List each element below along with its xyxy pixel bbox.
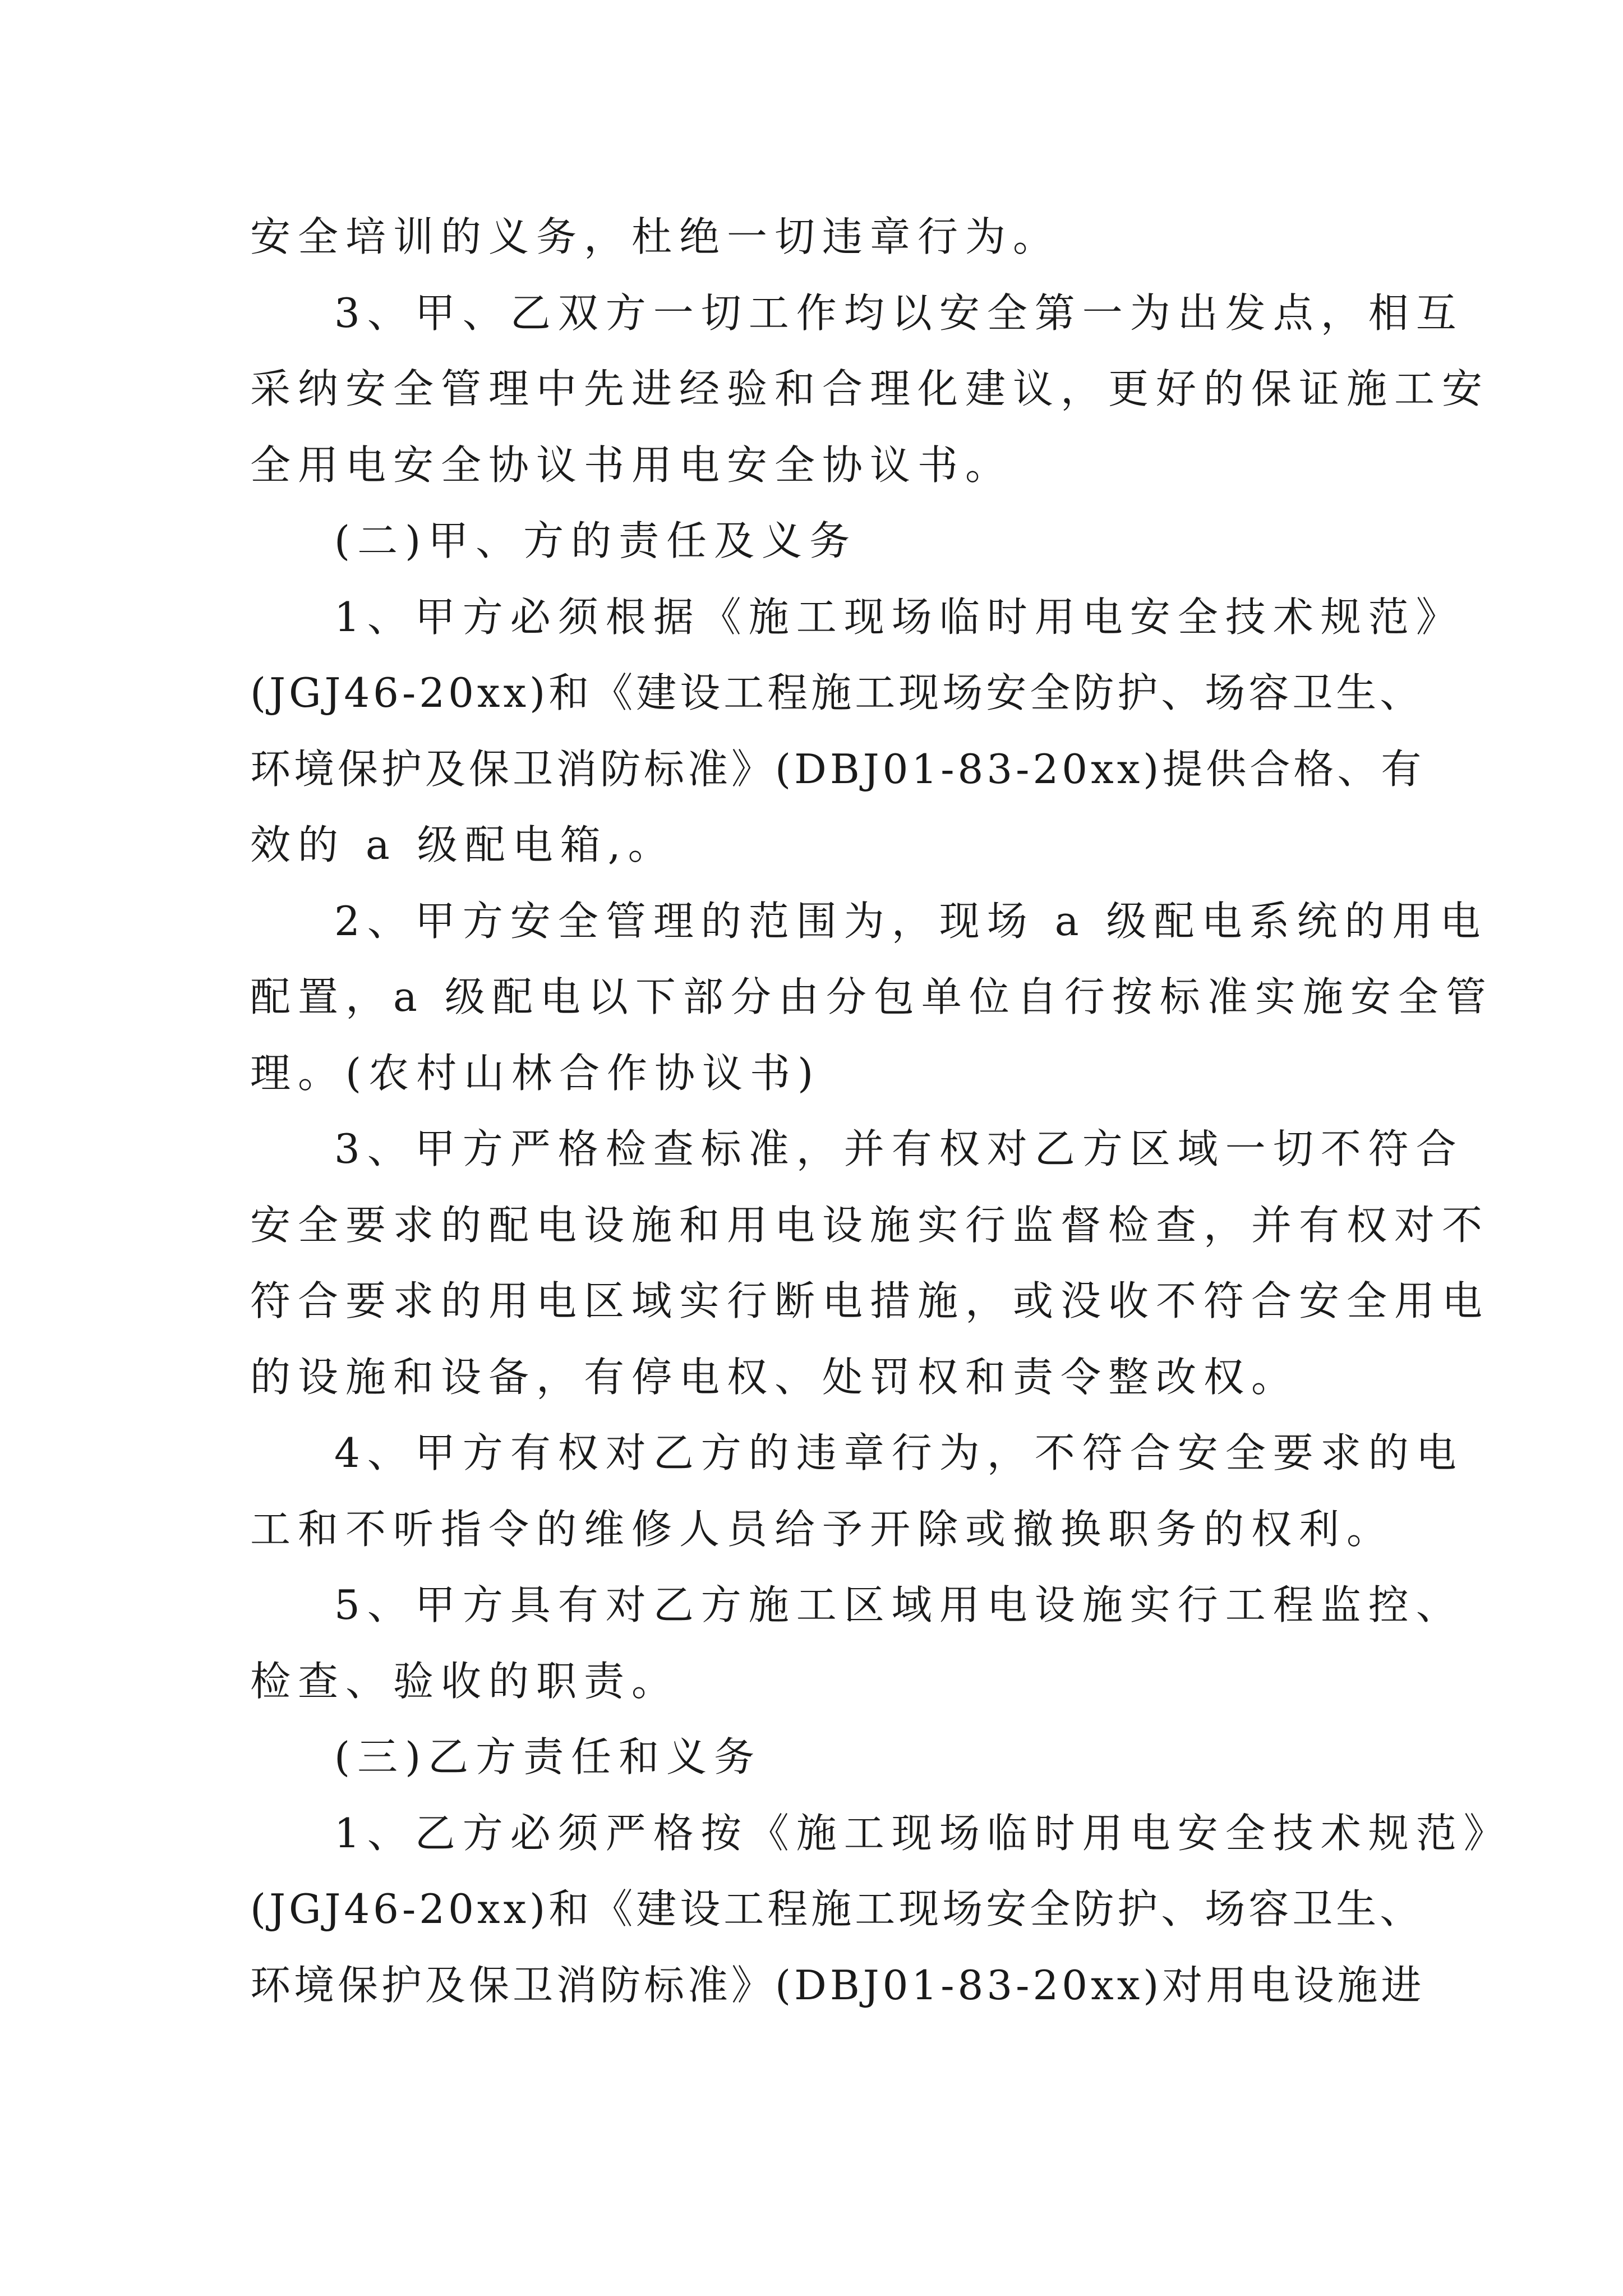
text-line: 的设施和设备，有停电权、处罚权和责令整改权。 [250,1354,1299,1401]
text-line: 5、甲方具有对乙方施工区域用电设施实行工程监控、 [334,1581,1464,1628]
text-line: 全用电安全协议书用电安全协议书。 [250,441,1013,489]
text-line: 4、甲方有权对乙方的违章行为，不符合安全要求的电 [334,1429,1464,1476]
text-line: (JGJ46-20xx)和《建设工程施工现场安全防护、场容卫生、 [250,1885,1424,1932]
text-line: 1、乙方必须严格按《施工现场临时用电安全技术规范》 [334,1810,1511,1857]
section-heading: (二)甲、方的责任及义务 [334,517,857,564]
text-line: 环境保护及保卫消防标准》(DBJ01-83-20xx)对用电设施进 [250,1962,1425,2009]
text-line: 安全要求的配电设施和用电设施实行监督检查，并有权对不 [250,1202,1490,1249]
text-line: 符合要求的用电区域实行断电措施，或没收不符合安全用电 [250,1277,1490,1324]
text-line: (JGJ46-20xx)和《建设工程施工现场安全防护、场容卫生、 [250,669,1424,716]
text-line: 效的 a 级配电箱,。 [250,821,676,868]
text-line: 2、甲方安全管理的范围为，现场 a 级配电系统的用电 [334,898,1488,945]
text-line: 配置，a 级配电以下部分由分包单位自行按标准实施安全管 [250,973,1493,1020]
text-line: 理。(农村山林合作协议书) [250,1050,821,1097]
text-line: 安全培训的义务，杜绝一切违章行为。 [250,213,1061,260]
text-line: 3、甲、乙双方一切工作均以安全第一为出发点，相互 [334,289,1464,337]
text-line: 采纳安全管理中先进经验和合理化建议，更好的保证施工安 [250,365,1490,412]
text-line: 检查、验收的职责。 [250,1658,680,1705]
section-heading: (三)乙方责任和义务 [334,1733,762,1780]
text-line: 工和不听指令的维修人员给予开除或撤换职务的权利。 [250,1506,1395,1553]
text-line: 环境保护及保卫消防标准》(DBJ01-83-20xx)提供合格、有 [250,746,1425,793]
text-line: 1、甲方必须根据《施工现场临时用电安全技术规范》 [334,593,1464,641]
text-line: 3、甲方严格检查标准，并有权对乙方区域一切不符合 [334,1125,1464,1172]
